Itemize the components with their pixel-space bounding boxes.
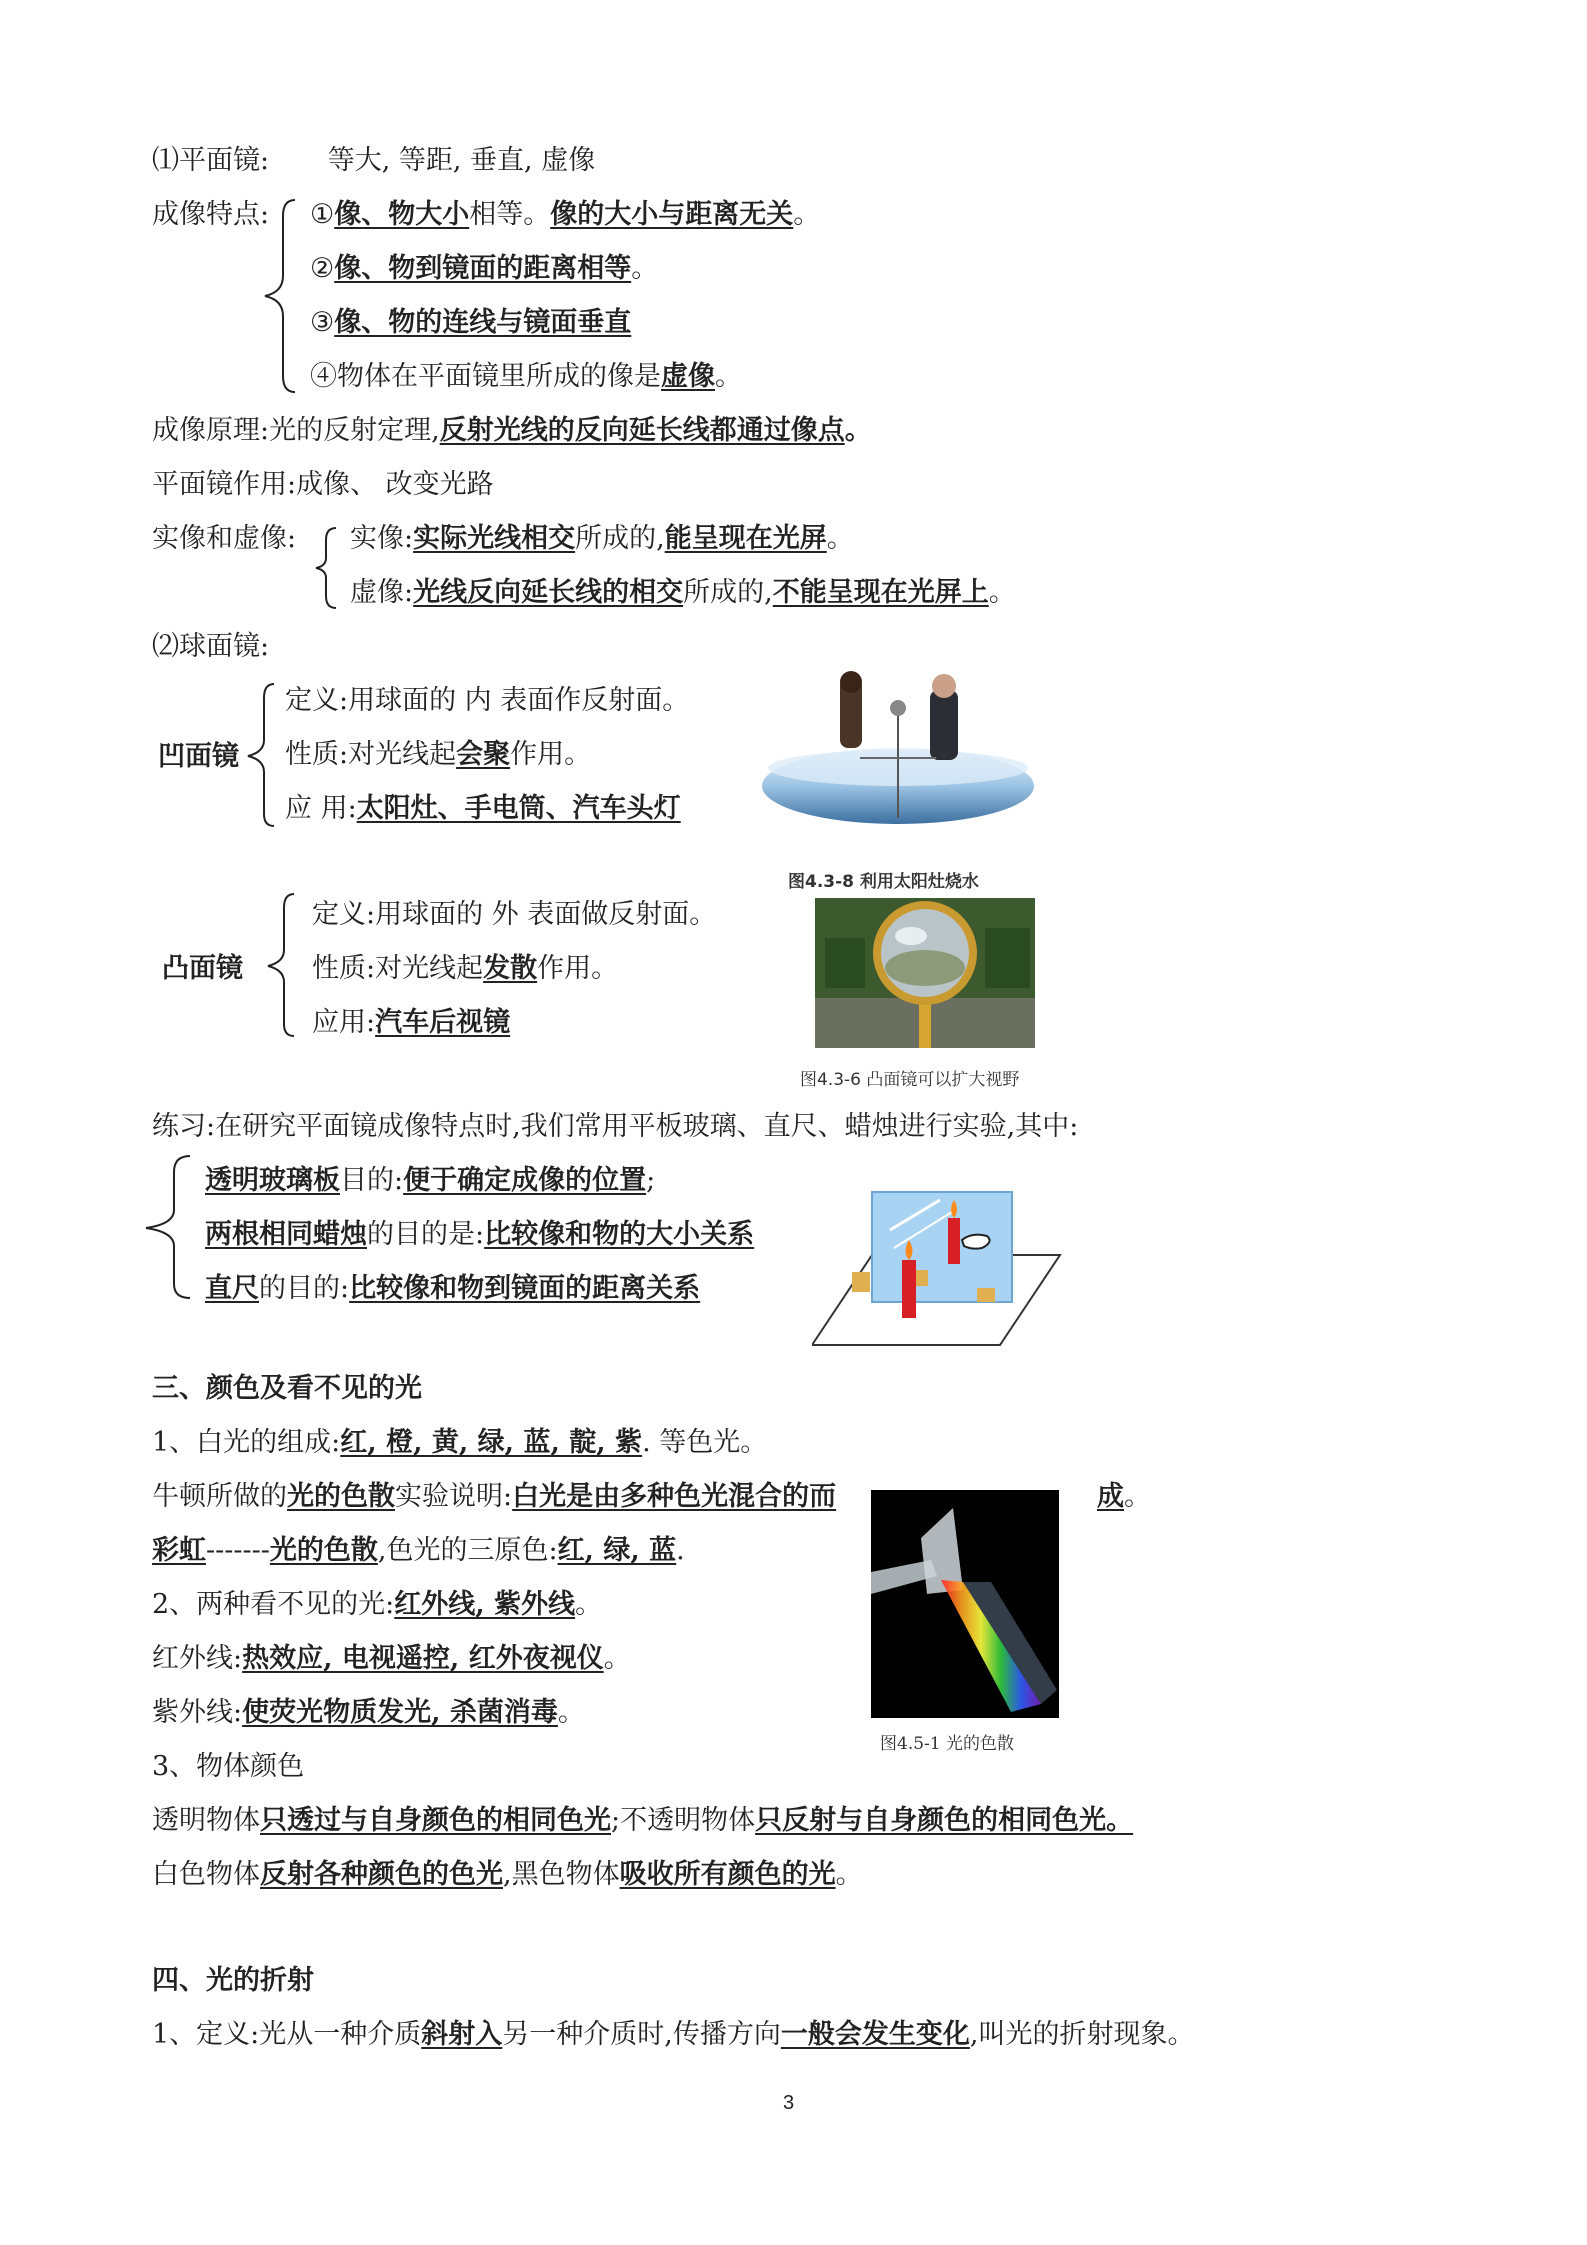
real-virtual-brace — [310, 522, 340, 612]
transparent-object-line: 透明物体只透过与自身颜色的相同色光;不透明物体只反射与自身颜色的相同色光。 — [152, 1805, 1134, 1836]
real-image-line: 实像:实际光线相交所成的,能呈现在光屏。 — [350, 523, 854, 554]
convex-mirror-caption: 图4.3-6 凸面镜可以扩大视野 — [800, 1070, 1020, 1090]
spherical-heading: ⑵球面镜: — [152, 631, 270, 662]
convex-label: 凸面镜 — [162, 953, 243, 984]
exercise-item-glass: 透明玻璃板目的:便于确定成像的位置; — [205, 1165, 656, 1196]
virtual-image-line: 虚像:光线反向延长线的相交所成的,不能呈现在光屏上。 — [350, 577, 1016, 608]
convex-brace — [260, 890, 300, 1040]
solar-cooker-image — [760, 668, 1035, 828]
candle-experiment-image — [812, 1190, 1062, 1350]
prism-caption: 图4.5-1 光的色散 — [880, 1734, 1014, 1754]
refraction-definition: 1、定义:光从一种介质斜射入另一种介质时,传播方向一般会发生变化,叫光的折射现象。 — [152, 2019, 1195, 2050]
concave-definition: 定义:用球面的 内 表面作反射面。 — [285, 685, 690, 716]
real-virtual-label: 实像和虚像: — [152, 523, 297, 554]
solar-cooker-caption: 图4.3-8 利用太阳灶烧水 — [788, 872, 979, 892]
ultraviolet-line: 紫外线:使荧光物质发光, 杀菌消毒。 — [152, 1697, 585, 1728]
exercise-brace — [140, 1152, 200, 1302]
color-heading: 三、颜色及看不见的光 — [152, 1373, 422, 1404]
refraction-heading: 四、光的折射 — [152, 1965, 314, 1996]
rainbow-line: 彩虹-------光的色散,色光的三原色:红, 绿, 蓝. — [152, 1535, 685, 1566]
prism-dispersion-image — [871, 1490, 1059, 1718]
features-brace — [255, 196, 305, 396]
exercise-item-candles: 两根相同蜡烛的目的是:比较像和物的大小关系 — [205, 1219, 755, 1250]
page-number: 3 — [783, 2092, 795, 2114]
convex-application: 应用:汽车后视镜 — [312, 1007, 511, 1038]
feature-3: ③像、物的连线与镜面垂直 — [310, 307, 632, 338]
plane-mirror-heading: ⑴平面镜: 等大, 等距, 垂直, 虚像 — [152, 145, 596, 176]
convex-definition: 定义:用球面的 外 表面做反射面。 — [312, 899, 717, 930]
features-label: 成像特点: — [152, 199, 270, 230]
newton-experiment-end: 成。 — [1097, 1481, 1151, 1512]
invisible-light-line: 2、两种看不见的光:红外线, 紫外线。 — [152, 1589, 603, 1620]
concave-brace — [240, 680, 280, 830]
imaging-principle: 成像原理:光的反射定理,反射光线的反向延长线都通过像点。 — [152, 415, 872, 446]
feature-4: ④物体在平面镜里所成的像是虚像。 — [310, 361, 742, 392]
concave-property: 性质:对光线起会聚作用。 — [285, 739, 592, 770]
newton-experiment: 牛顿所做的光的色散实验说明:白光是由多种色光混合的而 — [152, 1481, 837, 1512]
plane-mirror-use: 平面镜作用:成像、 改变光路 — [152, 469, 494, 500]
feature-1: ①像、物大小相等。像的大小与距离无关。 — [310, 199, 821, 230]
infrared-line: 红外线:热效应, 电视遥控, 红外夜视仪。 — [152, 1643, 631, 1674]
object-color-heading: 3、物体颜色 — [152, 1751, 305, 1782]
concave-application: 应 用:太阳灶、手电筒、汽车头灯 — [285, 793, 681, 824]
concave-label: 凹面镜 — [158, 741, 239, 772]
feature-2: ②像、物到镜面的距离相等。 — [310, 253, 659, 284]
exercise-item-ruler: 直尺的目的:比较像和物到镜面的距离关系 — [205, 1273, 701, 1304]
white-light-composition: 1、白光的组成:红, 橙, 黄, 绿, 蓝, 靛, 紫. 等色光。 — [152, 1427, 768, 1458]
convex-mirror-image — [815, 898, 1035, 1048]
convex-property: 性质:对光线起发散作用。 — [312, 953, 619, 984]
exercise-intro: 练习:在研究平面镜成像特点时,我们常用平板玻璃、直尺、蜡烛进行实验,其中: — [152, 1111, 1079, 1142]
white-black-object-line: 白色物体反射各种颜色的色光,黑色物体吸收所有颜色的光。 — [152, 1859, 863, 1890]
